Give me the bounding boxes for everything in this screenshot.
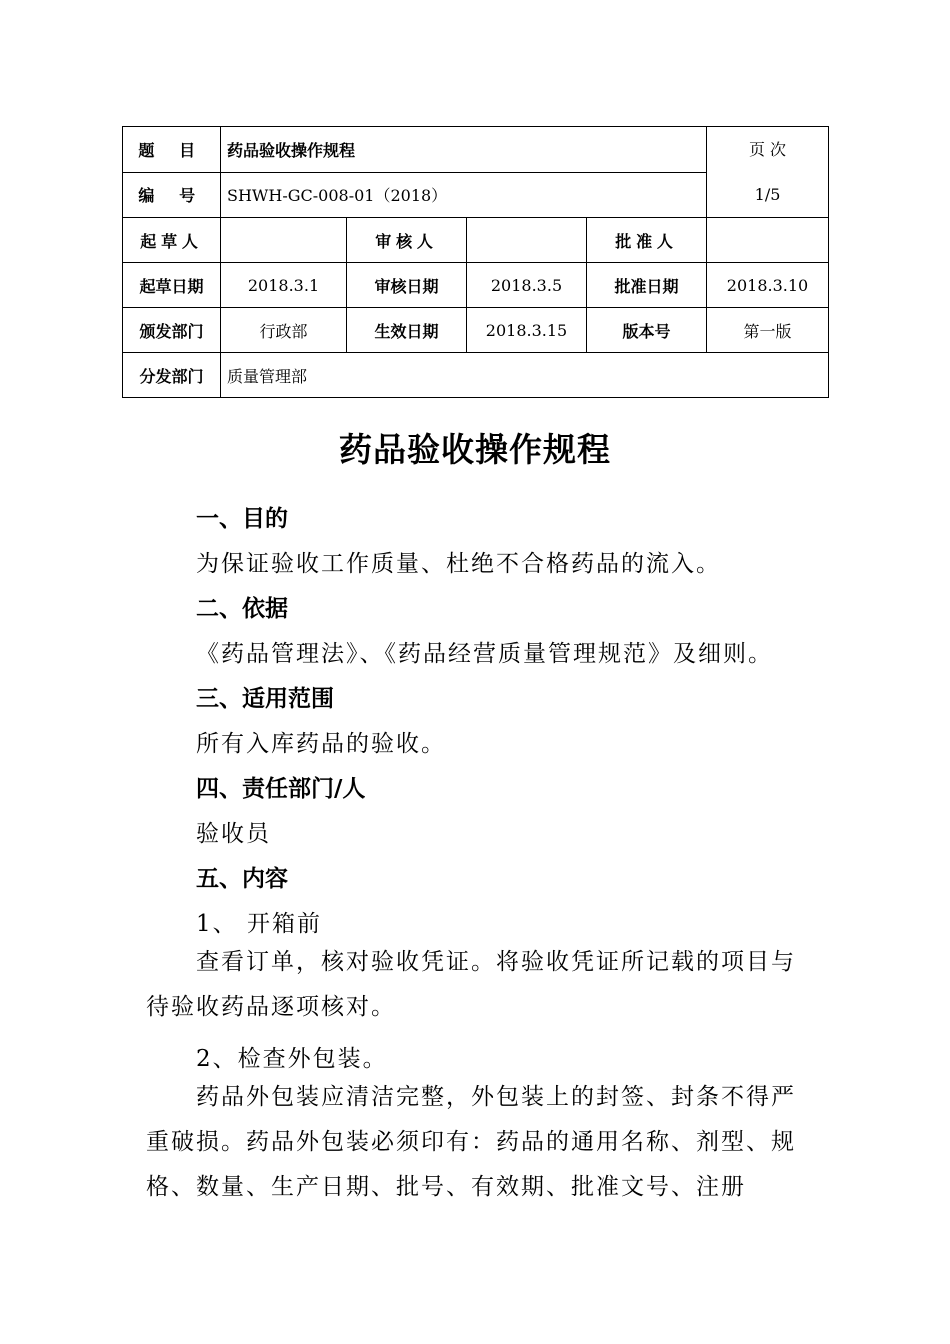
effective-date-value: 2018.3.15	[467, 308, 587, 353]
content-item-2: 2、检查外包装。	[196, 1046, 388, 1072]
title-label: 题 目	[123, 127, 221, 173]
section-heading-responsibility: 四、责任部门/人	[196, 776, 366, 802]
draft-date-label: 起草日期	[123, 263, 221, 308]
section-text-basis: 《药品管理法》、《药品经营质量管理规范》及细则。	[196, 641, 773, 667]
approve-date-value: 2018.3.10	[707, 263, 829, 308]
reviewer-label: 审核人	[347, 218, 467, 263]
document-title: 药品验收操作规程	[339, 430, 611, 469]
section-heading-content: 五、内容	[196, 866, 288, 892]
section-text-purpose: 为保证验收工作质量、杜绝不合格药品的流入。	[196, 551, 721, 577]
review-date-value: 2018.3.5	[467, 263, 587, 308]
section-text-scope: 所有入库药品的验收。	[196, 731, 446, 757]
page-cell	[707, 127, 829, 218]
reviewer-value	[467, 218, 587, 263]
approver-value	[707, 218, 829, 263]
approve-date-label: 批准日期	[587, 263, 707, 308]
header-row-dates	[123, 263, 829, 308]
section-heading-basis: 二、依据	[196, 596, 288, 622]
effective-date-label: 生效日期	[347, 308, 467, 353]
distribution-value: 质量管理部	[221, 353, 829, 398]
code-value: SHWH-GC-008-01（2018）	[221, 172, 707, 218]
review-date-label: 审核日期	[347, 263, 467, 308]
page-value: 1/5	[754, 185, 781, 204]
page-label: 页 次	[748, 140, 787, 159]
header-row-title	[123, 127, 829, 173]
issuing-dept-value: 行政部	[221, 308, 347, 353]
drafter-label: 起草人	[123, 218, 221, 263]
content-item-2-paragraph: 药品外包装应清洁完整，外包装上的封签、封条不得严重破损。药品外包装必须印有：药品的通用名称、剂型、规格、数量、生产日期、批号、有效期、批准文号、注册	[146, 1084, 796, 1200]
section-heading-purpose: 一、目的	[196, 506, 288, 532]
title-value: 药品验收操作规程	[221, 127, 707, 173]
version-value: 第一版	[707, 308, 829, 353]
approver-label: 批准人	[587, 218, 707, 263]
header-row-distribution	[123, 353, 829, 398]
content-item-1-paragraph: 查看订单，核对验收凭证。将验收凭证所记载的项目与待验收药品逐项核对。	[146, 949, 796, 1020]
draft-date-value: 2018.3.1	[221, 263, 347, 308]
version-label: 版本号	[587, 308, 707, 353]
content-item-1: 1、 开箱前	[196, 911, 322, 937]
distribution-label: 分发部门	[123, 353, 221, 398]
drafter-value	[221, 218, 347, 263]
header-row-signers	[123, 218, 829, 263]
code-label: 编 号	[123, 172, 221, 218]
header-row-issue	[123, 308, 829, 353]
section-heading-scope: 三、适用范围	[196, 686, 334, 712]
document-header-table	[122, 126, 829, 398]
issuing-dept-label: 颁发部门	[123, 308, 221, 353]
section-text-responsibility: 验收员	[196, 821, 271, 847]
